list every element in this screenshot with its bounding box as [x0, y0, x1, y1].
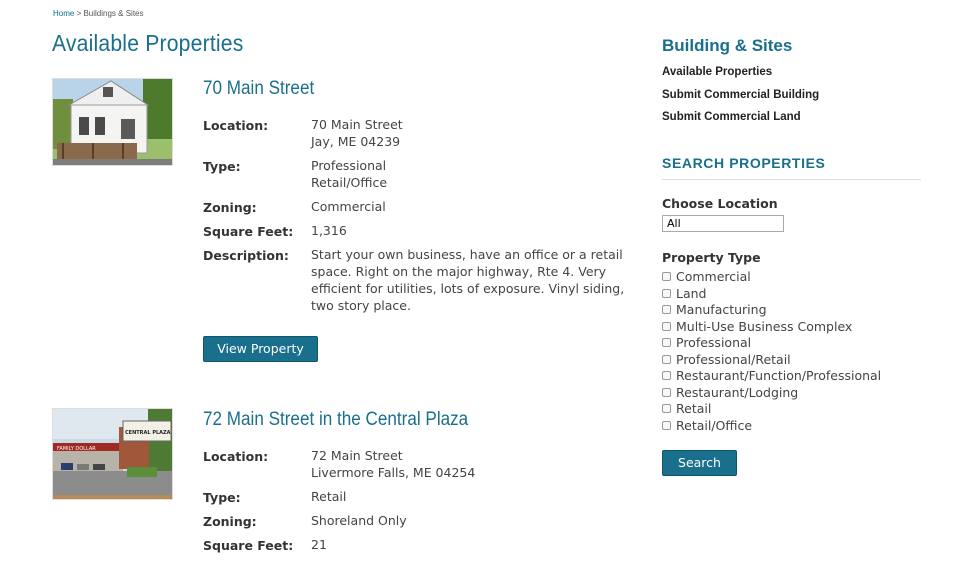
search-button[interactable]: Search [662, 450, 737, 476]
choose-location-label: Choose Location [662, 196, 778, 211]
zoning-value: Commercial [311, 199, 386, 214]
square-feet-label: Square Feet: [203, 224, 294, 239]
square-feet-label: Square Feet: [203, 538, 294, 553]
location-value: 70 Main Street Jay, ME 04239 [311, 117, 403, 149]
type-checkbox-row[interactable] [662, 384, 798, 400]
checkbox[interactable] [662, 371, 671, 380]
property-title-link[interactable]: 72 Main Street in the Central Plaza [203, 409, 469, 430]
checkbox[interactable] [662, 421, 671, 430]
checkbox-label: Retail/Office [676, 417, 753, 433]
checkbox[interactable] [662, 355, 671, 364]
type-value: Professional Retail/Office [311, 158, 388, 190]
type-checkbox-row[interactable] [662, 268, 751, 284]
checkbox-label: Commercial [676, 268, 751, 284]
checkbox[interactable] [662, 289, 671, 298]
type-checkbox-row[interactable] [662, 367, 881, 383]
type-checkbox-row[interactable] [662, 400, 711, 416]
property-type-label: Property Type [662, 250, 761, 265]
sidebar-link-available-properties[interactable]: Available Properties [662, 66, 773, 78]
type-checkbox-row[interactable] [662, 318, 852, 334]
type-label: Type: [203, 490, 241, 505]
breadcrumb [53, 9, 144, 18]
type-checkbox-row[interactable] [662, 334, 751, 350]
type-label: Type: [203, 159, 241, 174]
type-checkbox-row[interactable] [662, 285, 706, 301]
property-photo-plaza[interactable] [52, 408, 173, 500]
checkbox[interactable] [662, 305, 671, 314]
location-label: Location: [203, 449, 269, 464]
checkbox[interactable] [662, 388, 671, 397]
checkbox-label: Retail [676, 400, 712, 416]
checkbox[interactable] [662, 272, 671, 281]
checkbox[interactable] [662, 322, 671, 331]
checkbox-label: Manufacturing [676, 301, 767, 317]
checkbox-label: Multi-Use Business Complex [676, 318, 853, 334]
type-checkbox-row[interactable] [662, 351, 791, 367]
store-sign-text: FAMILY DOLLAR [57, 446, 96, 452]
breadcrumb-current: Buildings & Sites [83, 9, 144, 18]
description-label: Description: [203, 248, 289, 263]
sidebar-link-submit-building[interactable]: Submit Commercial Building [662, 89, 820, 101]
description-value: Start your own business, have an office or a retail space. Right on the major highway, Rte 4. Very efficient for utilities, lots of exposure. Vinyl siding, two story place. [311, 247, 625, 313]
sidebar-heading: Building & Sites [662, 36, 793, 55]
page-title: Available Properties [52, 30, 244, 56]
checkbox-label: Restaurant/Function/Professional [676, 367, 882, 383]
type-value: Retail [311, 489, 347, 504]
sidebar-link-submit-land[interactable]: Submit Commercial Land [662, 111, 801, 123]
view-property-button[interactable]: View Property [203, 336, 318, 362]
zoning-value: Shoreland Only [311, 513, 407, 528]
location-select[interactable]: All [662, 215, 784, 232]
breadcrumb-home-link[interactable]: Home [53, 9, 75, 18]
location-label: Location: [203, 118, 269, 133]
checkbox[interactable] [662, 338, 671, 347]
zoning-label: Zoning: [203, 514, 257, 529]
type-checkbox-row[interactable] [662, 417, 752, 433]
breadcrumb-separator: > [74, 9, 84, 18]
plaza-sign-text: CENTRAL PLAZA [125, 430, 171, 436]
search-heading: SEARCH PROPERTIES [662, 155, 826, 171]
checkbox-label: Restaurant/Lodging [676, 384, 799, 400]
type-checkbox-row[interactable] [662, 301, 767, 317]
property-photo-house[interactable] [52, 78, 173, 166]
zoning-label: Zoning: [203, 200, 257, 215]
checkbox-label: Professional/Retail [676, 351, 791, 367]
square-feet-value: 1,316 [311, 223, 347, 238]
property-title-link[interactable]: 70 Main Street [203, 78, 315, 99]
checkbox-label: Professional [676, 334, 752, 350]
checkbox-label: Land [676, 285, 707, 301]
location-value: 72 Main Street Livermore Falls, ME 04254 [311, 448, 476, 480]
square-feet-value: 21 [311, 537, 327, 552]
divider [662, 179, 921, 180]
checkbox[interactable] [662, 404, 671, 413]
